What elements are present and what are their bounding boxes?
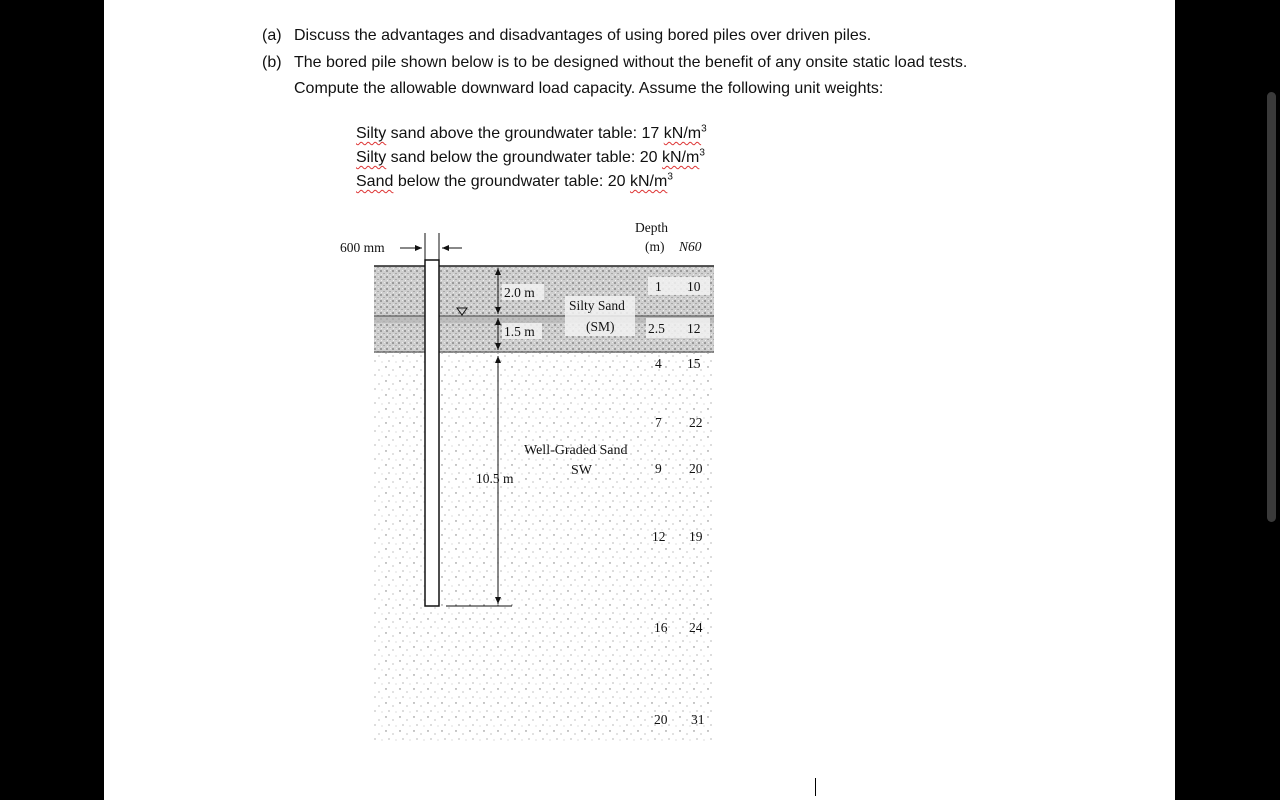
well-graded-sand-label: Well-Graded Sand: [524, 443, 628, 458]
unit-weight-text: sand above the groundwater table: 17: [386, 125, 664, 142]
question-a-text: Discuss the advantages and disadvantages of using bored piles over driven piles.: [294, 27, 872, 44]
silty-sand-code: (SM): [586, 319, 615, 334]
spt-depth-value: 9: [655, 461, 662, 476]
spt-n60-value: 24: [689, 620, 703, 635]
bored-pile: [425, 260, 439, 606]
unit-weight-unit: kN/m: [663, 125, 702, 142]
spt-n60-value: 20: [689, 461, 703, 476]
unit-weight-text: sand below the groundwater table: 20: [386, 149, 662, 166]
document-page: [104, 0, 1175, 800]
text-cursor: [815, 778, 816, 796]
unit-weight-exponent: 3: [699, 147, 705, 159]
diameter-arrowhead-left: [415, 245, 422, 251]
question-b-text: The bored pile shown below is to be designed without the benefit of any onsite static load tests.: [294, 54, 968, 71]
spt-depth-value: 7: [655, 415, 662, 430]
depth-unit-header: (m): [645, 239, 665, 254]
unit-weight-unit: kN/m: [629, 173, 668, 190]
vertical-scrollbar[interactable]: [1267, 92, 1276, 522]
unit-weight-unit: kN/m: [661, 149, 700, 166]
spt-n60-value: 15: [687, 356, 701, 371]
unit-weight-prefix: Silty: [356, 149, 387, 166]
unit-weight-exponent: 3: [667, 171, 673, 183]
silty-sand-label: Silty Sand: [569, 298, 625, 313]
question-b-letter: (b): [262, 54, 282, 71]
unit-weight-prefix: Sand: [356, 173, 394, 190]
spt-depth-value: 16: [654, 620, 668, 635]
unit-weight-exponent: 3: [701, 123, 707, 135]
spt-depth-value: 4: [655, 356, 662, 371]
spt-n60-value: 10: [687, 279, 701, 294]
spt-n60-value: 31: [691, 712, 705, 727]
unit-weight-text: below the groundwater table: 20: [393, 173, 630, 190]
dimension-1-5m-label: 1.5 m: [504, 324, 535, 339]
pile-length-label: 10.5 m: [476, 471, 514, 486]
depth-header: Depth: [635, 220, 668, 235]
question-b-continuation: Compute the allowable downward load capacity. Assume the following unit weights:: [294, 80, 884, 97]
n60-header: N60: [679, 239, 702, 254]
unit-weight-prefix: Silty: [356, 125, 387, 142]
spt-depth-value: 2.5: [648, 321, 665, 336]
spt-depth-value: 1: [655, 279, 662, 294]
pile-diameter-label: 600 mm: [340, 240, 385, 255]
spt-depth-value: 20: [654, 712, 668, 727]
dimension-2m-label: 2.0 m: [504, 285, 535, 300]
bored-pile-diagram: [104, 0, 1175, 800]
well-graded-sand-code: SW: [571, 463, 592, 478]
diameter-arrowhead-right: [442, 245, 449, 251]
spt-n60-value: 19: [689, 529, 703, 544]
spt-depth-value: 12: [652, 529, 666, 544]
spt-n60-value: 12: [687, 321, 701, 336]
question-a-letter: (a): [262, 27, 282, 44]
spt-n60-value: 22: [689, 415, 703, 430]
